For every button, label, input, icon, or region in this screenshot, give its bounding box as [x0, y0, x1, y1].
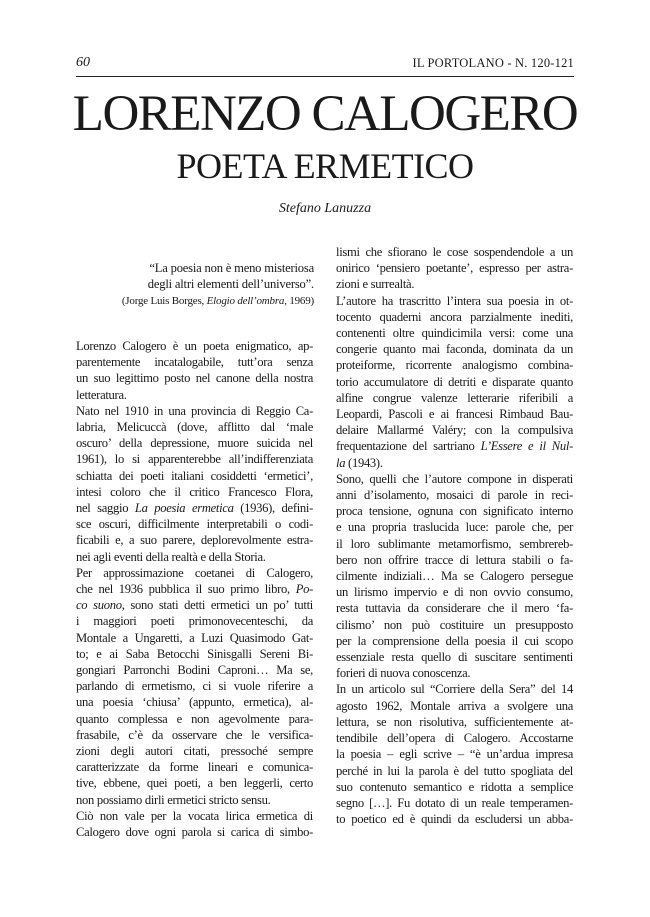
text-line: ficabili e, a suo parere, deplorevolmente estra-: [76, 533, 313, 548]
text-line: parentemente incatalogabile, tutt’ora senza: [76, 355, 313, 370]
text-line: una poesia ‘chiusa’ (appunto, ermetica), al-: [76, 695, 313, 710]
text-line: zioni degli autori citati, pressoché sempre: [76, 744, 313, 759]
text-line: nei agli eventi della realtà e della Storia.: [76, 549, 266, 564]
text-line: tive, ebbene, quei poeti, a ben leggerli, certo: [76, 776, 313, 791]
journal-title: IL PORTOLANO - N. 120-121: [412, 56, 574, 70]
text-line: Sono, quelli che l’autore compone in disperati: [336, 471, 573, 486]
text-line: il loro sublimante metamorfismo, sembrereb-: [336, 536, 573, 551]
text-line: contenenti oltre quindicimila versi: come una: [336, 326, 573, 341]
text-line: gongiari Parronchi Bodini Caproni… Ma se,: [76, 663, 313, 678]
text-line: segno […]. Fu dotato di un reale temperamen-: [336, 795, 573, 810]
text-line: L’autore ha trascritto l’intera sua poesia in ot-: [336, 293, 573, 308]
text-line: Montale a Ungaretti, a Luzi Quasimodo Gat-: [76, 630, 313, 645]
article-subtitle: POETA ERMETICO: [176, 146, 474, 186]
text-line: 1961), lo si apparenterebbe all’indifferenziata: [76, 452, 313, 467]
text-line: agosto 1962, Montale arriva a svolgere una: [336, 698, 573, 713]
text-line: oscuro’ della depressione, muore suicida nel: [76, 436, 313, 451]
text-line: forieri di nuova conoscenza.: [336, 666, 471, 681]
text-line: quanto complessa e non agevolmente para-: [76, 711, 313, 726]
text-line: Calogero dove ogni parola si carica di simbo-: [76, 825, 313, 840]
text-line: to; e ai Saba Betocchi Sinisgalli Sereni Bi-: [76, 646, 313, 661]
text-line: labria, Melicuccà (dove, afflitto dal ‘male: [76, 420, 313, 435]
text-line: anni d’isolamento, mosaici di parole in reci-: [336, 488, 573, 503]
text-line: caratterizzate da forme lineari e comunica-: [76, 760, 313, 775]
text-line: un lirismo impervio e di non ovvio consumo,: [336, 585, 573, 600]
text-line: non possiamo dirli ermetici stricto sensu.: [76, 792, 271, 807]
text-line: proteiforme, ricorrente analogismo combina-: [336, 358, 573, 373]
text-line: per la comprensione della poesia il cui scopo: [336, 633, 573, 648]
epigraph-citation: (Jorge Luis Borges, Elogio dell’ombra, 1969): [121, 294, 314, 307]
epigraph-line: “La poesia non è meno misteriosa: [149, 261, 314, 275]
text-line: Lorenzo Calogero è un poeta enigmatico, ap-: [76, 339, 313, 353]
text-line: lismi che sfiorano le cose sospendendole a un: [336, 245, 573, 259]
text-line: un suo legittimo posto nel canone della nostra: [76, 371, 313, 386]
text-line: schiatta dei poeti italiani cosiddetti ‘ermetici’,: [76, 468, 313, 483]
epigraph-line: degli altri elementi dell’universo”.: [147, 277, 314, 292]
text-line: cilmente indiziali… Ma se Calogero persegue: [336, 569, 573, 584]
text-line: frasabile, c’è da osservare che le versifica-: [76, 727, 313, 742]
header-divider: [76, 76, 574, 77]
text-line: resta tuttavia da considerare che il mero ‘fa-: [336, 601, 573, 616]
text-line: Ciò non vale per la vocata lirica ermetica di: [76, 808, 313, 823]
text-line: cilismo’ non può costituire un presupposto: [336, 617, 573, 632]
text-line: to poetico ed è quindi da escludersi un abba-: [336, 812, 573, 827]
text-line: In un articolo sul “Corriere della Sera” del 14: [336, 682, 573, 697]
text-line: intesi coloro che il critico Francesco Flora,: [76, 484, 313, 499]
text-line: che nel 1936 pubblica il suo primo libro, Po-: [76, 582, 313, 597]
text-line: la poesia – egli scrive – “è un’ardua impresa: [336, 747, 573, 762]
text-line: zioni e surrealtà.: [336, 277, 415, 292]
text-line: delaire Mallarmé Valéry; con la compulsiva: [336, 423, 573, 438]
right-column: [336, 244, 573, 827]
left-column: [76, 338, 313, 840]
text-line: nel saggio La poesia ermetica (1936), defini-: [76, 501, 314, 516]
page-number: 60: [76, 55, 90, 70]
text-line: sce oscuri, difficilmente interpretabili o codi-: [76, 517, 313, 532]
text-line: letteratura.: [76, 387, 127, 402]
text-line: parlando di ermetismo, ci si vuole riferire a: [76, 679, 313, 694]
text-line: essenziale resta quello di suscitare sentimenti: [336, 650, 573, 665]
text-line: perché in lui la parola è del tutto spogliata del: [336, 763, 573, 778]
text-line: co suono, sono stati detti ermetici un po’ tutti: [76, 598, 313, 613]
text-line: e una propria traslucida luce: parole che, per: [336, 520, 573, 535]
text-line: Leopardi, Pascoli e ai francesi Rimbaud Bau-: [336, 407, 573, 422]
text-line: Per approssimazione coetanei di Calogero,: [76, 565, 313, 580]
text-line: i maggiori poeti primonovecenteschi, da: [76, 614, 313, 629]
text-line: frequentazione del sartriano L’Essere e il Nul-: [336, 439, 573, 454]
text-line: la (1943).: [336, 455, 383, 470]
text-line: lettura, se non risolutiva, sufficientemente at-: [336, 714, 573, 729]
text-line: congerie quanto mai faconda, dominata da un: [336, 342, 573, 357]
epigraph: [84, 260, 314, 309]
article-title: LORENZO CALOGERO: [72, 86, 578, 142]
text-line: suo contenuto semantico e ridotta a semplice: [336, 779, 573, 794]
text-line: Nato nel 1910 in una provincia di Reggio Ca-: [76, 403, 313, 418]
text-line: alfine congrue valenze letterarie riferibili a: [336, 390, 573, 405]
article-author: Stefano Lanuzza: [278, 201, 372, 216]
text-line: bero non offrire tracce di lettura stabili o fa-: [336, 552, 573, 567]
text-line: onirico ‘pensiero poetante’, espresso per astra-: [336, 261, 573, 276]
text-line: tocento quaderni ancora parzialmente inediti,: [336, 309, 573, 324]
text-line: torio accumulatore di detriti e disparate quanto: [336, 374, 573, 389]
text-line: proca tensione, ognuna con significato interno: [336, 504, 573, 519]
text-line: tendibile dell’opera di Calogero. Accostarne: [336, 731, 573, 746]
